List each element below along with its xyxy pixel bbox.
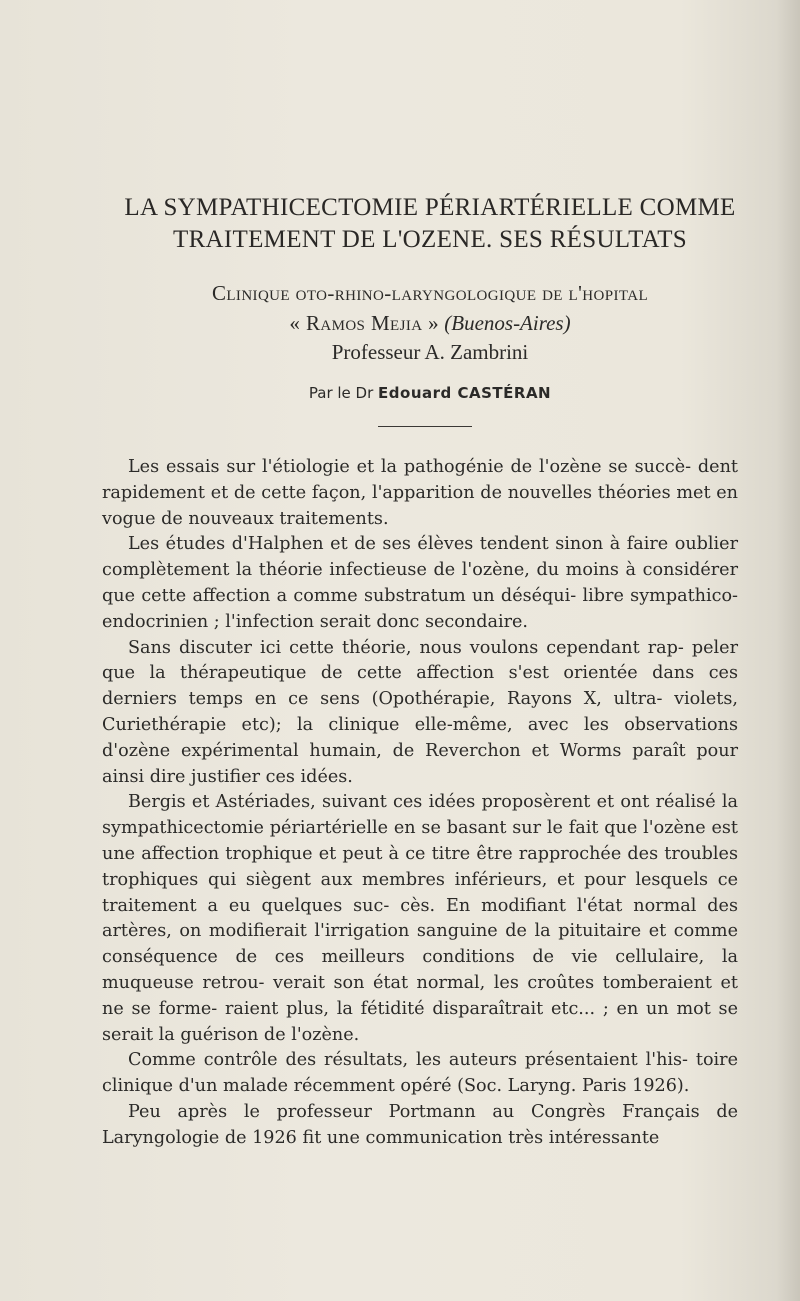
hospital-name: « Ramos Mejia » <box>289 311 439 335</box>
clinic-affiliation <box>100 278 760 338</box>
paragraph-6: Peu après le professeur Portmann au Congrès Français de Laryngologie de 1926 fit une communication très intéressante <box>102 1101 738 1148</box>
paragraph-3: Sans discuter ici cette théorie, nous voulons cependant rap- peler que la thérapeutique de cette affection s'est orientée dans ces derniers temps en ce sens (Opothérapie, Rayons X, ultra- violets, Curiethérapie etc); la clinique elle-même, avec les observations d'ozène expérimental humain, de Reverchon et Worms paraît pour ainsi dire justifier ces idées. <box>102 637 738 787</box>
professor-name: Professeur A. Zambrini <box>331 340 529 364</box>
professor-line <box>100 338 760 366</box>
clinic-hospital-line <box>100 308 760 338</box>
paragraph-2: Les études d'Halphen et de ses élèves tendent sinon à faire oublier complètement la théorie infectieuse de l'ozène, du moins à considérer que cette affection a comme substratum un déséqui- libre sympathico-endocrinien ; l'infection serait donc secondaire. <box>102 534 738 632</box>
byline-prefix: Par le Dr <box>308 384 374 402</box>
hospital-city: (Buenos-Aires) <box>444 311 571 335</box>
author-name: Edouard CASTÉRAN <box>378 384 552 402</box>
separator-rule <box>378 426 472 427</box>
paragraph-5: Comme contrôle des résultats, les auteurs présentaient l'his- toire clinique d'un malade récemment opéré (Soc. Laryng. Paris 1926). <box>102 1050 738 1097</box>
title-line-2: TRAITEMENT DE L'OZENE. SES RÉSULTATS <box>173 226 687 253</box>
article-title <box>60 192 800 256</box>
paragraph-4: Bergis et Astériades, suivant ces idées proposèrent et ont réalisé la sympathicectomie périartérielle en se basant sur le fait que l'ozène est une affection trophique et peut à ce titre être rapprochée des troubles trophiques qui siègent aux membres inférieurs, et pour lesquels ce traitement a eu quelques suc- cès. En modifiant l'état normal des artères, on modifierait l'irrigation sanguine de la pituitaire et comme conséquence de ces meilleurs conditions de vie cellulaire, la muqueuse retrou- verait son état normal, les croûtes tomberaient et ne se forme- raient plus, la fétidité disparaîtrait etc... ; en un mot se serait la guérison de l'ozène. <box>102 792 738 1045</box>
paragraph-1: Les essais sur l'étiologie et la pathogénie de l'ozène se succè- dent rapidement et de cette façon, l'apparition de nouvelles théories met en vogue de nouveaux traitements. <box>102 457 738 529</box>
title-line-1: LA SYMPATHICECTOMIE PÉRIARTÉRIELLE COMME <box>124 194 736 221</box>
clinic-name: Clinique oto-rhino-laryngologique de l'hopital <box>211 281 649 305</box>
author-byline <box>100 382 760 404</box>
article-body <box>102 455 738 1152</box>
